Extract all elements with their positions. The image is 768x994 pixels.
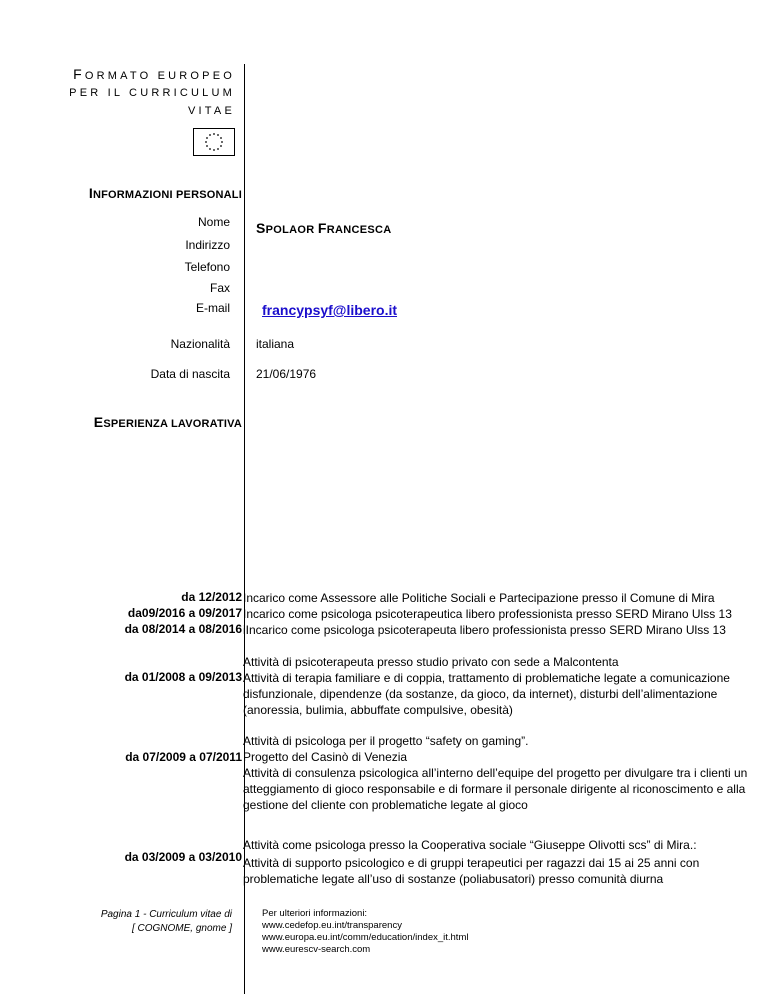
section-work-experience: ESPERIENZA LAVORATIVA — [93, 414, 242, 430]
label-phone: Telefono — [184, 260, 230, 274]
experience-text-5a: Attività di psicologa per il progetto “safety on gaming”. — [243, 734, 529, 748]
experience-text-4c: disfunzionale, dipendenze (da sostanze, da gioco, da internet), disturbi dell’alimentazione — [243, 687, 718, 701]
experience-text-2: Incarico come psicologa psicoterapeutica libero professionista presso SERD Mirano Ulss 13 — [243, 607, 732, 621]
header-line-2: PER IL CURRICULUM — [69, 87, 235, 99]
date-6: da 03/2009 a 03/2010 — [124, 850, 242, 864]
experience-text-4b: Attività di terapia familiare e di coppia, trattamento di problematiche legate a comunicazione — [243, 671, 730, 685]
date-2: da09/2016 a 09/2017 — [127, 606, 242, 620]
date-1: da 12/2012 — [181, 590, 242, 604]
header-line-1: FORMATO EUROPEO — [73, 66, 235, 82]
experience-text-5c: Attività di consulenza psicologica all’interno dell’equipe del progetto per divulgare tra i clienti un — [243, 766, 748, 780]
label-address: Indirizzo — [185, 238, 230, 252]
label-fax: Fax — [209, 281, 230, 295]
experience-text-4d: (anoressia, bulimia, abbuffate compulsive, obesità) — [243, 703, 513, 717]
label-birthdate: Data di nascita — [150, 367, 230, 381]
label-email: E-mail — [195, 301, 230, 315]
section-personal-info: INFORMAZIONI PERSONALI — [88, 185, 242, 201]
date-4: da 01/2008 a 09/2013 — [124, 670, 242, 684]
experience-text-1: Incarico come Assessore alle Politiche Sociali e Partecipazione presso il Comune di Mira — [243, 591, 715, 605]
experience-text-6a: Attività come psicologa presso la Cooperativa sociale “Giuseppe Olivotti scs” di Mira.: — [243, 838, 697, 852]
label-nationality: Nazionalità — [170, 337, 230, 351]
footer-page-line-1: Pagina 1 - Curriculum vitae di — [100, 909, 232, 920]
label-name: Nome — [197, 215, 230, 229]
experience-text-3: iIncarico come psicologa psicoterapeuta libero professionista presso SERD Mirano Ulss 13 — [243, 623, 726, 637]
email-link[interactable]: francypsyf@libero.it — [262, 302, 398, 318]
header-line-3: VITAE — [188, 105, 235, 117]
experience-text-6c: problematiche legate all’uso di sostanze (poliabusatori) presso comunità diurna — [243, 872, 664, 886]
footer-page-line-2: [ COGNOME, gnome ] — [131, 923, 232, 934]
experience-text-5d: atteggiamento di gioco responsabile e di formare il personale dirigente al riconoscimento e alla — [243, 782, 746, 796]
experience-text-4a: Attività di psicoterapeuta presso studio privato con sede a Malcontenta — [243, 655, 619, 669]
value-birthdate: 21/06/1976 — [256, 367, 317, 381]
footer-link-cedefop[interactable]: www.cedefop.eu.int/transparency — [262, 920, 402, 931]
footer-link-eurescv[interactable]: www.eurescv-search.com — [262, 944, 371, 955]
footer-link-europa[interactable]: www.europa.eu.int/comm/education/index_it.html — [262, 932, 469, 943]
eu-flag-logo — [193, 128, 235, 156]
footer-links — [262, 908, 468, 956]
experience-text-5e: gestione del cliente con problematiche legate al gioco — [243, 798, 528, 812]
footer-info-heading: Per ulteriori informazioni: — [262, 908, 368, 919]
value-name: SPOLAOR FRANCESCA — [256, 220, 392, 236]
experience-text-6b: Attività di supporto psicologico e di gruppi terapeutici per ragazzi dai 15 ai 25 anni con — [243, 856, 700, 870]
date-5: da 07/2009 a 07/2011 — [125, 750, 242, 764]
experience-text-5b: Progetto del Casinò di Venezia — [243, 750, 408, 764]
footer-page-info — [101, 908, 232, 936]
value-nationality: italiana — [256, 337, 295, 351]
date-3: da 08/2014 a 08/2016 — [124, 622, 242, 636]
